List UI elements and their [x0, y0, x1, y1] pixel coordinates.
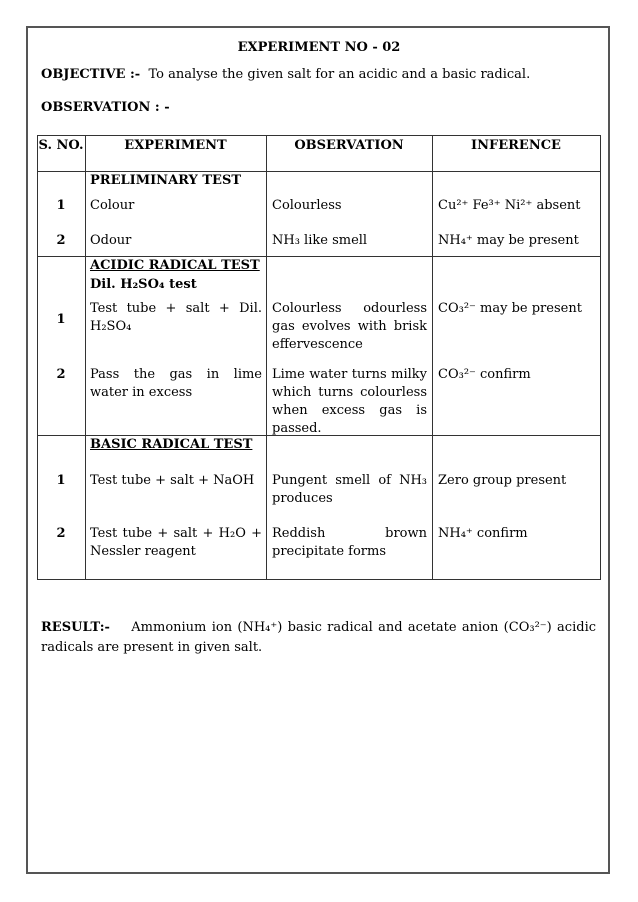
result-paragraph	[41, 618, 596, 658]
basic-row2-inference: NH₄⁺ confirm	[438, 526, 528, 541]
col-line-3	[432, 135, 433, 580]
prelim-row2-observation: NH₃ like smell	[272, 233, 368, 248]
acidic-heading: ACIDIC RADICAL TEST	[90, 258, 260, 273]
observation-label: OBSERVATION : -	[41, 100, 170, 115]
objective-label: OBJECTIVE :-	[41, 67, 141, 82]
page-title: EXPERIMENT NO - 02	[237, 40, 401, 55]
prelim-row1-no: 1	[56, 198, 66, 213]
prelim-row2-inference: NH₄⁺ may be present	[438, 233, 579, 248]
basic-row1-observation: Pungent smell of NH₃ produces	[272, 473, 427, 506]
acidic-row1-inference: CO₃²⁻ may be present	[438, 301, 582, 316]
header-sno: S. NO.	[38, 138, 84, 153]
observation-table	[37, 135, 601, 580]
basic-row2-experiment: Test tube + salt + H₂O + Nessler reagent	[90, 526, 262, 559]
objective-line	[41, 67, 530, 82]
result-text: Ammonium ion (NH₄⁺) basic radical and acetate anion (CO₃²⁻) acidic radicals are present in given salt.	[41, 620, 597, 655]
acidic-row2-experiment: Pass the gas in lime water in excess	[90, 367, 262, 400]
acidic-row1-no: 1	[56, 312, 66, 327]
preliminary-heading: PRELIMINARY TEST	[90, 173, 242, 188]
table-border-top	[37, 135, 601, 136]
acidic-row2-no: 2	[56, 367, 66, 382]
acidic-subheading: Dil. H₂SO₄ test	[90, 277, 197, 292]
basic-row1-inference: Zero group present	[438, 473, 567, 488]
col-line-4	[600, 135, 601, 580]
acidic-row2-inference: CO₃²⁻ confirm	[438, 367, 531, 382]
prelim-row1-observation: Colourless	[272, 198, 342, 213]
acidic-row2-observation: Lime water turns milky which turns colourless when excess gas is passed.	[272, 367, 427, 436]
basic-row2-no: 2	[56, 526, 66, 541]
observation-heading	[41, 100, 170, 115]
result-label: RESULT:-	[41, 620, 110, 635]
basic-row1-experiment: Test tube + salt + NaOH	[90, 473, 255, 488]
prelim-row2-experiment: Odour	[90, 233, 132, 248]
objective-text: To analyse the given salt for an acidic and a basic radical.	[148, 67, 531, 82]
prelim-row1-inference: Cu²⁺ Fe³⁺ Ni²⁺ absent	[438, 198, 581, 213]
acidic-row1-observation: Colourless odourless gas evolves with brisk effervescence	[272, 301, 427, 352]
col-line-2	[266, 135, 267, 580]
header-observation: OBSERVATION	[294, 138, 404, 153]
table-border-bottom	[37, 579, 601, 580]
basic-row1-no: 1	[56, 473, 66, 488]
acidic-row1-experiment: Test tube + salt + Dil. H₂SO₄	[90, 301, 262, 334]
basic-row2-observation: Reddish brown precipitate forms	[272, 526, 427, 559]
prelim-row1-experiment: Colour	[90, 198, 135, 213]
col-line-1	[85, 135, 86, 580]
basic-heading: BASIC RADICAL TEST	[90, 437, 253, 452]
prelim-row2-no: 2	[56, 233, 66, 248]
header-experiment: EXPERIMENT	[124, 138, 227, 153]
header-inference: INFERENCE	[471, 138, 561, 153]
